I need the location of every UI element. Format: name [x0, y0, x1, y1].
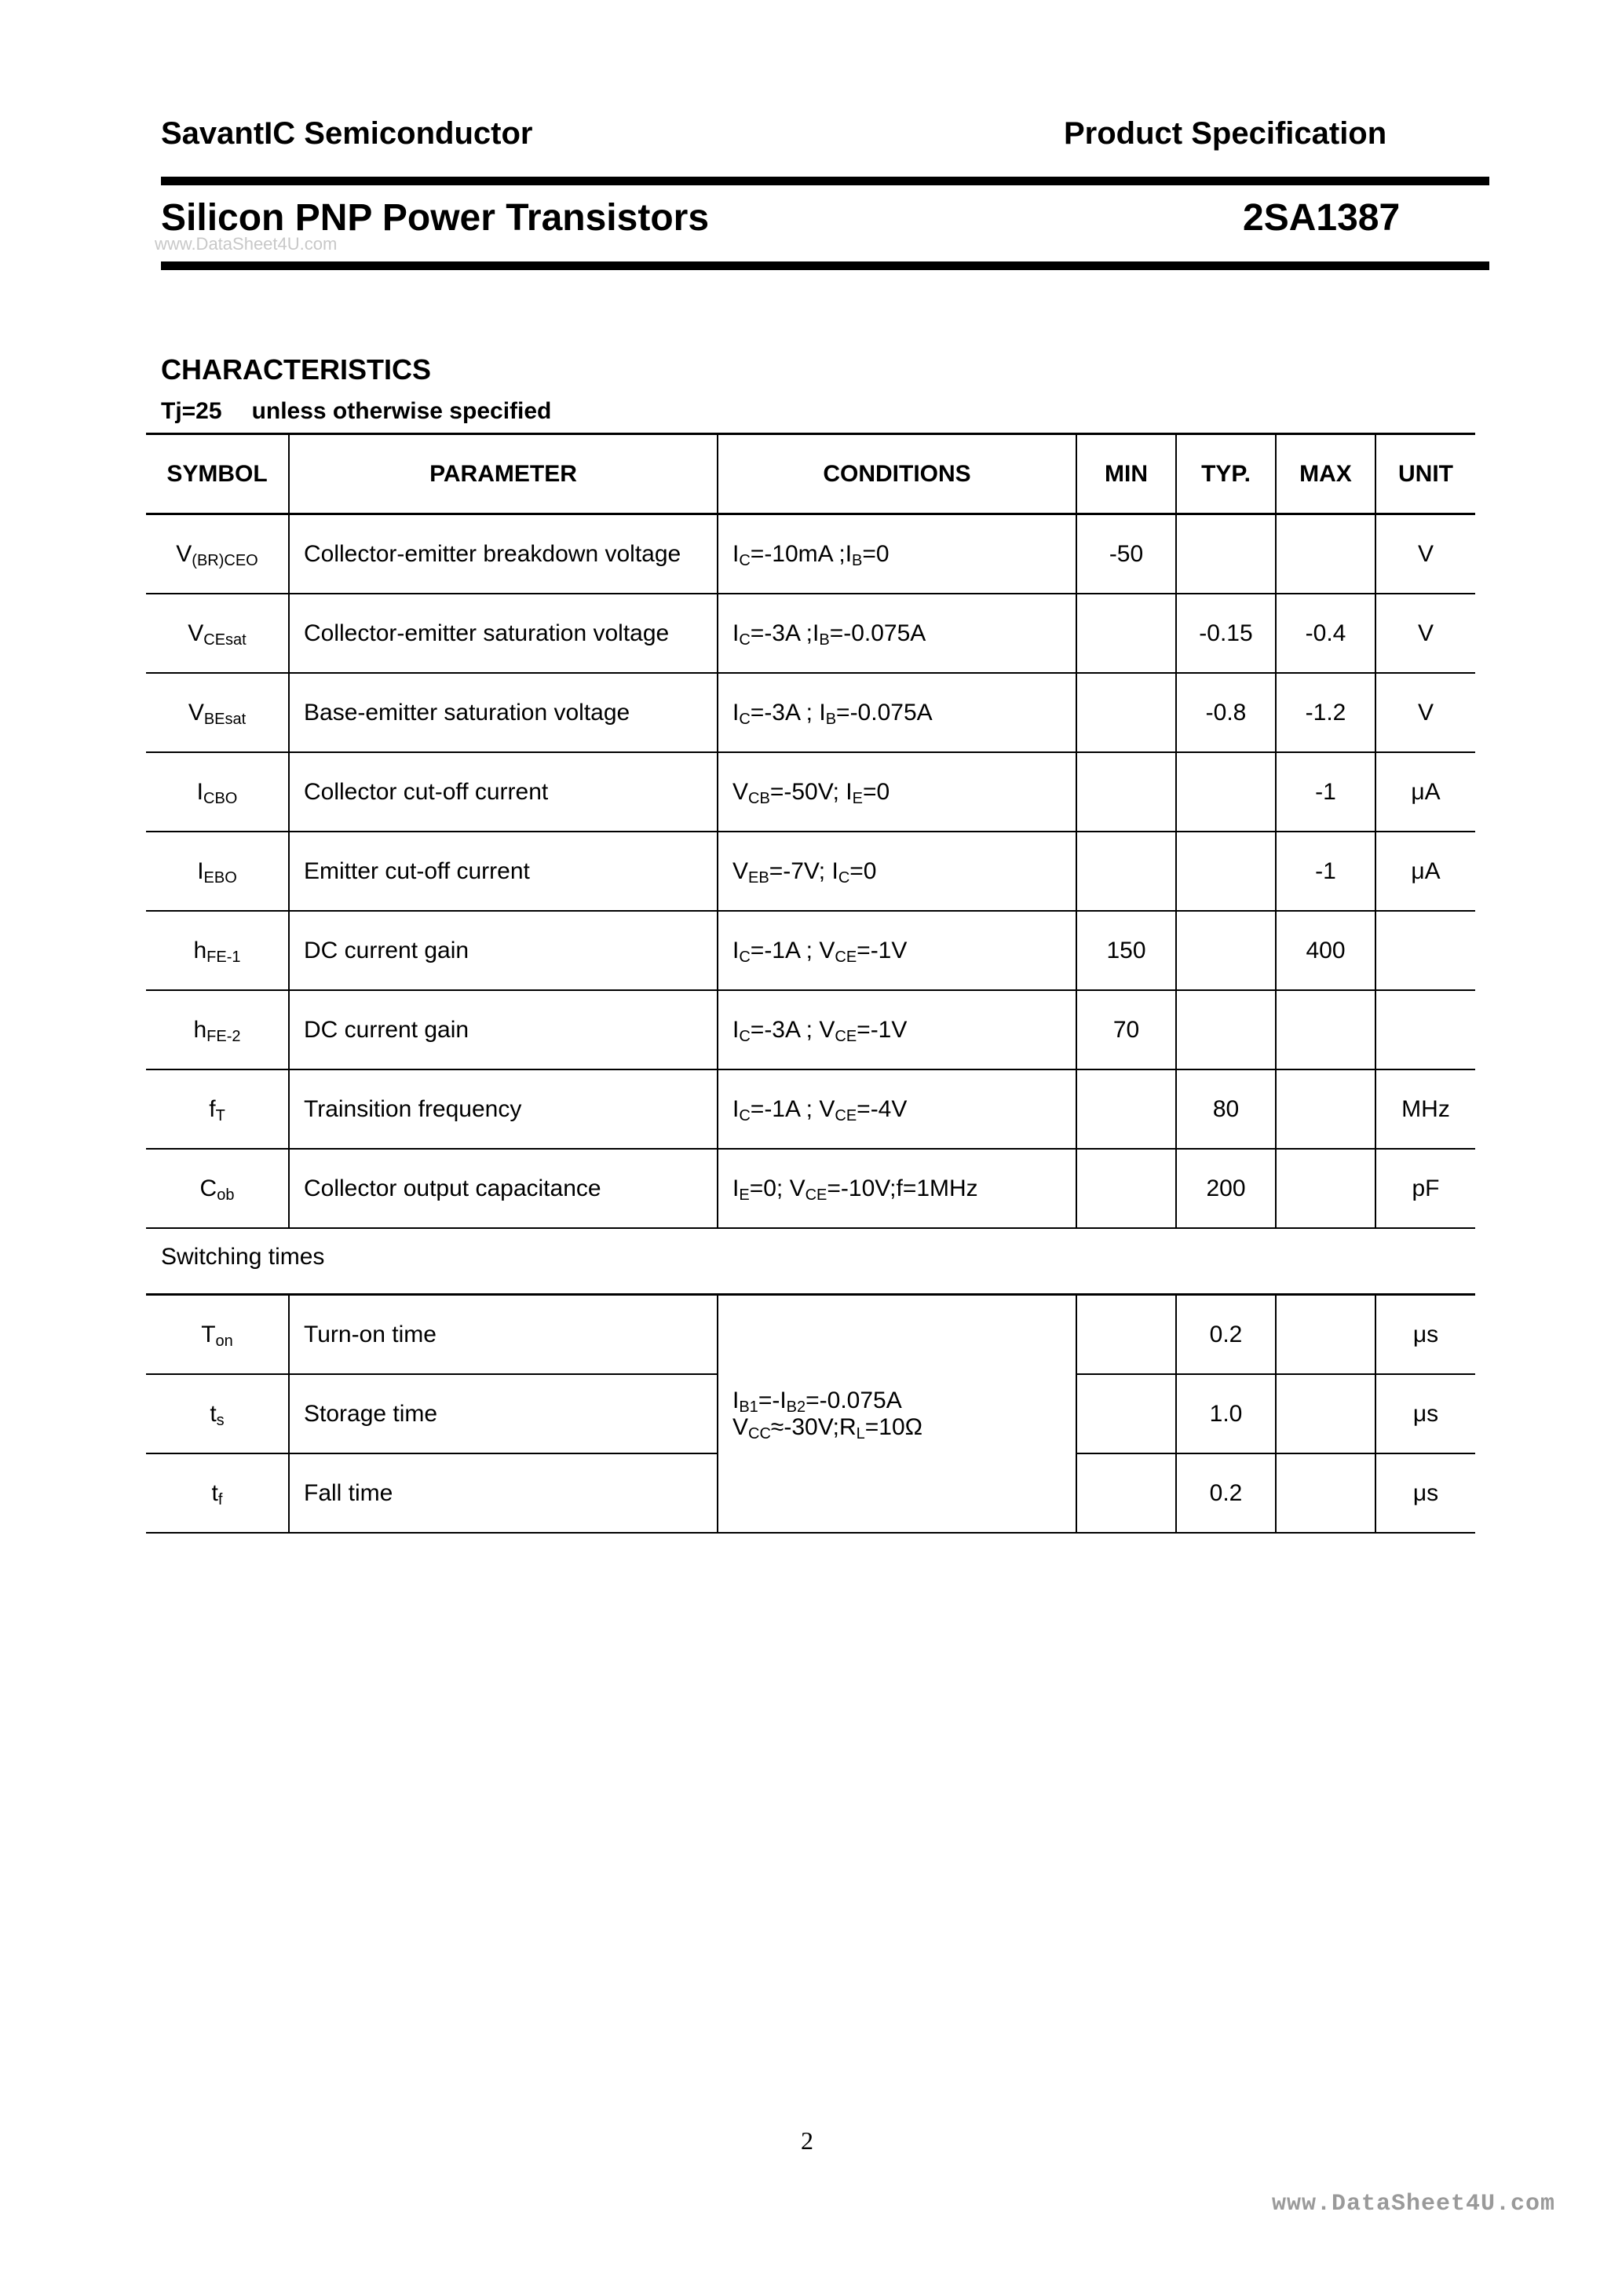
table-row	[146, 832, 1475, 911]
cond-subscript: C	[739, 1027, 751, 1045]
symbol-cell	[146, 594, 289, 673]
cond-value: =0;	[749, 1175, 790, 1201]
cond-var: I	[732, 1095, 740, 1122]
parameter-cell: Base-emitter saturation voltage	[289, 673, 718, 752]
symbol-cell	[146, 752, 289, 832]
symbol-subscript: s	[216, 1411, 225, 1429]
document-type: Product Specification	[1064, 116, 1387, 151]
part-number: 2SA1387	[1243, 197, 1401, 239]
col-header-symbol: SYMBOL	[146, 434, 289, 514]
symbol-subscript: CEsat	[203, 631, 247, 649]
symbol-letter: C	[199, 1175, 217, 1201]
max-cell: -1.2	[1276, 673, 1375, 752]
conditions-cell	[718, 752, 1076, 832]
cond-var: V	[789, 1175, 806, 1201]
cond-subscript: E	[739, 1186, 750, 1204]
parameter-cell: Trainsition frequency	[289, 1069, 718, 1149]
company-name: SavantIC Semiconductor	[161, 116, 533, 151]
min-cell: -50	[1076, 514, 1176, 594]
parameter-cell: Collector-emitter saturation voltage	[289, 594, 718, 673]
max-cell	[1276, 514, 1375, 594]
min-cell: 150	[1076, 911, 1176, 990]
symbol-cell	[146, 1374, 289, 1453]
typ-cell: -0.15	[1176, 594, 1276, 673]
cond-value: ≈-30V;	[770, 1413, 839, 1440]
parameter-cell: Fall time	[289, 1453, 718, 1533]
characteristics-table	[146, 433, 1475, 1229]
symbol-subscript: T	[215, 1106, 225, 1124]
symbol-cell	[146, 1069, 289, 1149]
max-cell	[1276, 1453, 1375, 1533]
cond-subscript: CE	[805, 1186, 827, 1204]
typ-cell	[1176, 752, 1276, 832]
typ-cell: 80	[1176, 1069, 1276, 1149]
symbol-subscript: CBO	[203, 789, 238, 807]
col-header-min: MIN	[1076, 434, 1176, 514]
junction-temp: Tj=25	[161, 398, 222, 424]
cond-subscript: EB	[748, 868, 769, 887]
symbol-cell	[146, 1149, 289, 1228]
min-cell	[1076, 1453, 1176, 1533]
col-header-unit: UNIT	[1375, 434, 1475, 514]
typ-cell	[1176, 514, 1276, 594]
typ-cell	[1176, 832, 1276, 911]
cond-value: =0	[849, 857, 877, 884]
symbol-letter: h	[193, 1016, 207, 1043]
symbol-subscript: ob	[217, 1186, 235, 1204]
symbol-cell	[146, 990, 289, 1069]
cond-value: =-0.075A	[836, 699, 933, 726]
min-cell	[1076, 752, 1176, 832]
conditions-cell	[718, 990, 1076, 1069]
max-cell: -0.4	[1276, 594, 1375, 673]
cond-value: =-3A ;	[750, 1016, 820, 1043]
cond-value: =-1V	[857, 937, 908, 963]
symbol-subscript: FE-1	[206, 948, 241, 966]
table-row	[146, 911, 1475, 990]
typ-cell: 1.0	[1176, 1374, 1276, 1453]
watermark: www.DataSheet4U.com	[155, 234, 338, 254]
symbol-letter: I	[196, 778, 203, 805]
min-cell	[1076, 832, 1176, 911]
parameter-cell: Storage time	[289, 1374, 718, 1453]
symbol-subscript: (BR)CEO	[192, 551, 258, 569]
min-cell	[1076, 1374, 1176, 1453]
table-row	[146, 673, 1475, 752]
unit-cell	[1375, 911, 1475, 990]
cond-var: V	[819, 1095, 835, 1122]
unit-cell: MHz	[1375, 1069, 1475, 1149]
table-row	[146, 594, 1475, 673]
cond-var: V	[732, 1413, 749, 1440]
cond-subscript: CE	[835, 1106, 857, 1124]
max-cell	[1276, 990, 1375, 1069]
symbol-cell	[146, 673, 289, 752]
cond-var: V	[732, 857, 749, 884]
symbol-subscript: FE-2	[206, 1027, 241, 1045]
cond-var: R	[838, 1413, 857, 1440]
symbol-subscript: EBO	[203, 868, 237, 887]
cond-subscript: C	[739, 1106, 751, 1124]
symbol-letter: V	[188, 699, 204, 726]
cond-value: =-10mA ;	[750, 540, 846, 567]
cond-var: V	[819, 1016, 835, 1043]
condition-line-1	[732, 1387, 1076, 1414]
cond-var: I	[819, 699, 826, 726]
cond-subscript: C	[739, 948, 751, 966]
cond-value: =-3A ;	[750, 620, 813, 646]
max-cell: -1	[1276, 832, 1375, 911]
max-cell	[1276, 1374, 1375, 1453]
cond-subscript: CE	[835, 948, 857, 966]
conditions-cell	[718, 911, 1076, 990]
cond-subscript: C	[739, 710, 751, 728]
parameter-cell: Collector cut-off current	[289, 752, 718, 832]
cond-value: =-	[758, 1387, 780, 1413]
cond-var: I	[732, 1016, 740, 1043]
cond-subscript: CB	[748, 789, 770, 807]
switching-table	[146, 1293, 1475, 1534]
cond-subscript: E	[852, 789, 863, 807]
conditions-cell	[718, 673, 1076, 752]
cond-subscript: C	[739, 551, 751, 569]
unit-cell: μA	[1375, 832, 1475, 911]
max-cell	[1276, 1149, 1375, 1228]
symbol-cell	[146, 1295, 289, 1375]
conditions-cell	[718, 594, 1076, 673]
table-row	[146, 752, 1475, 832]
note-text: unless otherwise specified	[251, 398, 552, 424]
cond-value: =0	[862, 778, 890, 805]
parameter-cell: Collector output capacitance	[289, 1149, 718, 1228]
parameter-cell: DC current gain	[289, 911, 718, 990]
cond-var: I	[831, 857, 838, 884]
symbol-letter: I	[197, 857, 204, 884]
table-header-row	[146, 434, 1475, 514]
cond-subscript: L	[856, 1424, 865, 1442]
cond-subscript: CC	[748, 1424, 771, 1442]
min-cell: 70	[1076, 990, 1176, 1069]
shared-conditions-cell	[718, 1295, 1076, 1534]
cond-subscript: C	[739, 631, 751, 649]
cond-value: =-10V;f=1MHz	[827, 1175, 978, 1201]
parameter-cell: Emitter cut-off current	[289, 832, 718, 911]
unit-cell: pF	[1375, 1149, 1475, 1228]
symbol-letter: V	[188, 620, 204, 646]
typ-cell: -0.8	[1176, 673, 1276, 752]
table-row	[146, 1069, 1475, 1149]
test-conditions-note	[161, 398, 551, 425]
col-header-typ: TYP.	[1176, 434, 1276, 514]
parameter-cell: Turn-on time	[289, 1295, 718, 1375]
max-cell	[1276, 1295, 1375, 1375]
cond-subscript: CE	[835, 1027, 857, 1045]
table-row	[146, 1149, 1475, 1228]
cond-subscript: B	[819, 631, 830, 649]
symbol-subscript: BEsat	[203, 710, 247, 728]
unit-cell: V	[1375, 514, 1475, 594]
conditions-cell	[718, 832, 1076, 911]
conditions-cell	[718, 514, 1076, 594]
cond-value: =0	[862, 540, 890, 567]
conditions-cell	[718, 1069, 1076, 1149]
symbol-letter: t	[210, 1400, 217, 1427]
max-cell: -1	[1276, 752, 1375, 832]
symbol-cell	[146, 832, 289, 911]
cond-var: I	[732, 699, 740, 726]
unit-cell: μA	[1375, 752, 1475, 832]
cond-subscript: B	[825, 710, 837, 728]
unit-cell: V	[1375, 594, 1475, 673]
cond-var: V	[732, 778, 749, 805]
footer-url: www.DataSheet4U.com	[1272, 2191, 1556, 2217]
cond-value: =-1A ;	[750, 937, 820, 963]
cond-var: I	[813, 620, 820, 646]
cond-value: =-0.075A	[829, 620, 926, 646]
symbol-cell	[146, 1453, 289, 1533]
cond-value: =10Ω	[864, 1413, 923, 1440]
section-heading: CHARACTERISTICS	[161, 353, 432, 386]
cond-value: =-3A ;	[750, 699, 820, 726]
cond-subscript: B2	[786, 1398, 806, 1416]
cond-var: I	[732, 1175, 740, 1201]
unit-cell: μs	[1375, 1295, 1475, 1375]
cond-value: =-0.075A	[806, 1387, 902, 1413]
min-cell	[1076, 1295, 1176, 1375]
min-cell	[1076, 594, 1176, 673]
cond-subscript: B1	[739, 1398, 758, 1416]
cond-var: I	[732, 1387, 740, 1413]
min-cell	[1076, 673, 1176, 752]
header-rule-top	[161, 177, 1489, 185]
typ-cell	[1176, 911, 1276, 990]
min-cell	[1076, 1149, 1176, 1228]
symbol-cell	[146, 911, 289, 990]
cond-value: =-4V	[857, 1095, 908, 1122]
symbol-subscript: f	[217, 1490, 223, 1508]
unit-cell: μs	[1375, 1453, 1475, 1533]
typ-cell: 0.2	[1176, 1453, 1276, 1533]
cond-var: I	[732, 620, 740, 646]
min-cell	[1076, 1069, 1176, 1149]
cond-value: =-50V;	[769, 778, 846, 805]
cond-var: I	[732, 937, 740, 963]
symbol-letter: t	[211, 1479, 218, 1506]
symbol-cell	[146, 514, 289, 594]
cond-var: V	[819, 937, 835, 963]
cond-value: =-7V;	[769, 857, 832, 884]
table-row	[146, 514, 1475, 594]
unit-cell: μs	[1375, 1374, 1475, 1453]
condition-line-2	[732, 1414, 1076, 1441]
col-header-conditions: CONDITIONS	[718, 434, 1076, 514]
symbol-letter: h	[193, 937, 207, 963]
typ-cell: 0.2	[1176, 1295, 1276, 1375]
cond-var: I	[845, 540, 853, 567]
cond-var: I	[780, 1387, 787, 1413]
cond-subscript: B	[852, 551, 863, 569]
col-header-parameter: PARAMETER	[289, 434, 718, 514]
symbol-letter: f	[209, 1095, 216, 1122]
max-cell: 400	[1276, 911, 1375, 990]
typ-cell: 200	[1176, 1149, 1276, 1228]
switching-times-label: Switching times	[161, 1244, 325, 1270]
typ-cell	[1176, 990, 1276, 1069]
symbol-letter: T	[201, 1321, 216, 1347]
conditions-cell	[718, 1149, 1076, 1228]
product-title: Silicon PNP Power Transistors	[161, 197, 710, 239]
parameter-cell: DC current gain	[289, 990, 718, 1069]
col-header-max: MAX	[1276, 434, 1375, 514]
max-cell	[1276, 1069, 1375, 1149]
page-number: 2	[801, 2126, 813, 2155]
cond-value: =-1A ;	[750, 1095, 820, 1122]
unit-cell: V	[1375, 673, 1475, 752]
cond-value: =-1V	[857, 1016, 908, 1043]
cond-subscript: C	[838, 868, 850, 887]
table-row	[146, 990, 1475, 1069]
parameter-cell: Collector-emitter breakdown voltage	[289, 514, 718, 594]
unit-cell	[1375, 990, 1475, 1069]
header-rule-bottom	[161, 261, 1489, 270]
cond-var: I	[732, 540, 740, 567]
symbol-subscript: on	[215, 1332, 233, 1350]
symbol-letter: V	[176, 540, 192, 567]
cond-var: I	[846, 778, 853, 805]
table-row	[146, 1295, 1475, 1375]
